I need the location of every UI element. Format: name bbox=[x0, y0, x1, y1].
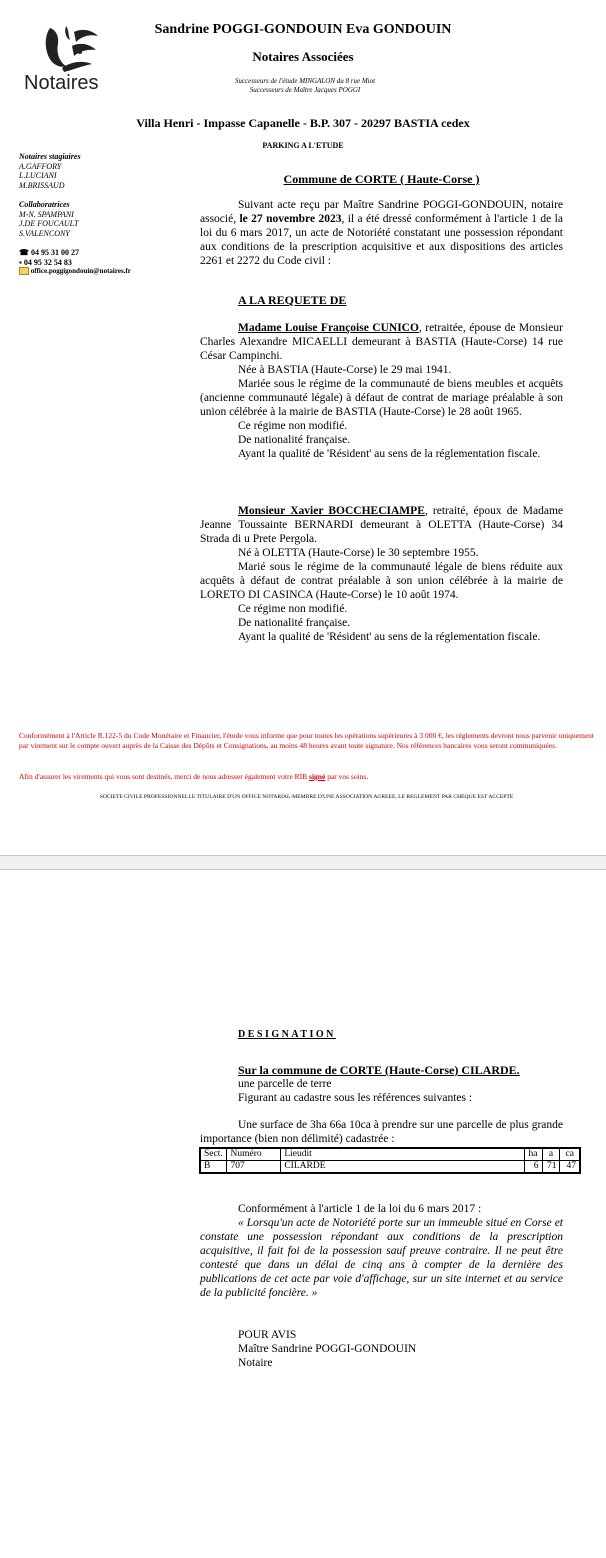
stagiaires-title: Notaires stagiaires bbox=[19, 152, 81, 161]
col-header: Sect. bbox=[200, 1148, 227, 1161]
table-cell: CILARDE bbox=[281, 1161, 524, 1174]
law-quote: « Lorsqu'un acte de Notoriété porte sur un immeuble situé en Corse et constate une possession répondant aux conditions de la prescription acquisitive, il fait foi de la possession sauf preuve contraire. Il ne peut être contesté que dans un délai de cinq ans à compter de la dernière des publications de cet acte par voie d'affichage, sur un site internet et au service de la publicité foncière. » bbox=[200, 1217, 563, 1299]
mail-icon bbox=[19, 267, 29, 275]
regime-line: Ce régime non modifié. bbox=[238, 420, 348, 432]
requester-1 bbox=[200, 321, 563, 461]
table-cell: 6 bbox=[524, 1161, 542, 1174]
requester-identity bbox=[200, 504, 563, 546]
parking-note: PARKING A L'ETUDE bbox=[262, 141, 344, 150]
requester-name: Madame Louise Françoise CUNICO bbox=[238, 322, 419, 334]
phone-line bbox=[19, 248, 189, 258]
collaboratrices-title: Collaboratrices bbox=[19, 200, 70, 209]
regime-line: Ce régime non modifié. bbox=[238, 603, 348, 615]
table-row bbox=[200, 1161, 580, 1174]
staff-name: J.DE FOUCAULT bbox=[19, 219, 79, 228]
table-cell: 71 bbox=[542, 1161, 560, 1174]
email-line[interactable] bbox=[19, 267, 189, 277]
page-separator bbox=[0, 855, 606, 870]
marianne-icon bbox=[36, 22, 106, 74]
signature-block bbox=[238, 1328, 416, 1370]
resident-line: Ayant la qualité de 'Résident' au sens de la réglementation fiscale. bbox=[238, 448, 541, 460]
parcel-description bbox=[238, 1077, 563, 1105]
surface-line: Une surface de 3ha 66a 10ca à prendre sur une parcelle de plus grande importance (bien non délimité) cadastrée : bbox=[200, 1119, 563, 1145]
cadastre-intro: Figurant au cadastre sous les références suivantes : bbox=[238, 1092, 473, 1104]
nationality-line: De nationalité française. bbox=[238, 434, 351, 446]
scp-footer: SOCIETE CIVILE PROFESSIONNELLE TITULAIRE D'UN OFFICE NOTARIAL-MEMBRE D'UNE ASSOCIATION AGREEE, LE REGLEMENT PAR CHEQUE EST ACCEPTE bbox=[99, 794, 514, 800]
staff-name: L.LUCIANI bbox=[19, 171, 57, 180]
conformity-block bbox=[200, 1202, 563, 1300]
col-header: Numéro bbox=[227, 1148, 281, 1161]
office-address: Villa Henri - Impasse Capanelle - B.P. 307 - 20297 BASTIA cedex bbox=[136, 116, 470, 130]
parcel-type: une parcelle de terre bbox=[238, 1078, 332, 1090]
commune-heading: Commune de CORTE ( Haute-Corse ) bbox=[283, 172, 480, 186]
intro-text: , il a été dressé conformément à l'article 1 de la loi du 6 mars 2017, un acte de Notoriété constatant une possession répondant aux conditions de la prescription acquisitive et aux dispositions des articles 2261 et 2272 du Code civil : bbox=[200, 213, 563, 267]
marriage-line: Marié sous le régime de la communauté légale de biens réduite aux acquêts à défaut de contrat préalable à son union célébrée à la mairie de LORETO DI CASINCA (Haute-Corse) le 10 août 1974. bbox=[200, 561, 563, 601]
nationality-line: De nationalité française. bbox=[238, 617, 351, 629]
act-date: le 27 novembre 2023 bbox=[239, 213, 342, 225]
pour-avis: POUR AVIS bbox=[238, 1329, 297, 1341]
staff-name: A.GAFFORY bbox=[19, 161, 62, 171]
requester-desc: , retraitée, épouse de Monsieur Charles Alexandre MICAELLI demeurant à BASTIA (Haute-Corse) 14 rue César Campinchi. bbox=[200, 322, 563, 362]
email-address[interactable]: office.poggigondouin@notaires.fr bbox=[30, 267, 131, 275]
table-cell: 707 bbox=[227, 1161, 281, 1174]
staff-sidebar bbox=[19, 152, 189, 277]
phone-icon: ☎ bbox=[19, 248, 29, 257]
birth-line: Née à BASTIA (Haute-Corse) le 29 mai 1941. bbox=[238, 364, 452, 376]
intro-text: Suivant acte reçu par Maître Sandrine POGGI-GONDOUIN, notaire associé, bbox=[200, 199, 563, 225]
fax-line bbox=[19, 258, 189, 268]
table-cell: B bbox=[200, 1161, 227, 1174]
payment-notice: Conformément à l'Article R.122-5 du Code Monétaire et Financier, l'étude vous informe que pour toutes les opérations supérieures à 3 000 €, les règlements devront nous parvenir uniquement par virement sur le compte ouvert auprès de la Caisse des Dépôts et Consignations, au moins 48 heures avant toute signature. Nos références bancaires vous seront communiquées. bbox=[19, 731, 594, 750]
requester-desc: , retraité, époux de Madame Jeanne Toussainte BERNARDI demeurant à OLETTA (Haute-Corse) 34 Strada di u Prete Pergola. bbox=[200, 505, 564, 545]
rib-text: par vos soins. bbox=[325, 772, 369, 781]
col-header: Lieudit bbox=[281, 1148, 524, 1161]
col-header: ha bbox=[524, 1148, 542, 1161]
notaires-logo bbox=[18, 22, 128, 102]
conformity-line: Conformément à l'article 1 de la loi du 6 mars 2017 : bbox=[238, 1203, 482, 1215]
document-page-2 bbox=[0, 870, 606, 1558]
rib-text: Afin d'assurer les virements qui vous sont destinés, merci de nous adresser également votre RIB bbox=[19, 772, 310, 781]
staff-name: M.BRISSAUD bbox=[19, 180, 65, 190]
resident-line: Ayant la qualité de 'Résident' au sens de la réglementation fiscale. bbox=[238, 631, 541, 643]
successor-line: Successeurs de Maître Jacques POGGI bbox=[249, 86, 361, 94]
birth-line: Né à OLETTA (Haute-Corse) le 30 septembre 1955. bbox=[238, 547, 479, 559]
rib-notice bbox=[19, 772, 594, 782]
requester-2 bbox=[200, 504, 563, 644]
signer-name: Maître Sandrine POGGI-GONDOUIN bbox=[238, 1343, 417, 1355]
contact-block bbox=[19, 248, 189, 277]
requester-name: Monsieur Xavier BOCCHECIAMPE bbox=[238, 505, 425, 517]
successors-note bbox=[160, 77, 450, 95]
staff-name: M-N. SPAMPANI bbox=[19, 209, 74, 219]
requester-identity bbox=[200, 321, 563, 363]
col-header: ca bbox=[560, 1148, 580, 1161]
fax-icon: ▪ bbox=[19, 257, 22, 267]
phone-number: 04 95 31 00 27 bbox=[30, 248, 79, 257]
fax-number: 04 95 32 54 83 bbox=[23, 257, 72, 267]
successor-line: Successeurs de l'étude MINGALON du 8 rue Miot bbox=[234, 77, 376, 85]
table-cell: 47 bbox=[560, 1161, 580, 1174]
table-header-row bbox=[200, 1148, 580, 1161]
rib-signed: signé bbox=[309, 772, 326, 781]
notary-names: Sandrine POGGI-GONDOUIN Eva GONDOUIN bbox=[154, 22, 452, 37]
cadastre-table bbox=[199, 1147, 581, 1174]
parcel-commune: Sur la commune de CORTE (Haute-Corse) CILARDE. bbox=[238, 1063, 520, 1077]
col-header: a bbox=[542, 1148, 560, 1161]
collaboratrices-block bbox=[19, 200, 189, 238]
stagiaires-block bbox=[19, 152, 189, 190]
logo-wordmark: Notaires bbox=[24, 72, 99, 94]
requete-heading: A LA REQUETE DE bbox=[238, 293, 347, 307]
notary-title: Notaires Associées bbox=[252, 49, 354, 64]
staff-name: S.VALENCONY bbox=[19, 228, 70, 238]
intro-paragraph bbox=[200, 198, 563, 268]
designation-heading: DESIGNATION bbox=[238, 1029, 336, 1040]
signer-role: Notaire bbox=[238, 1357, 273, 1369]
marriage-line: Mariée sous le régime de la communauté de biens meubles et acquêts (ancienne communauté légale) à défaut de contrat de mariage préalable à son union célébrée à la mairie de BASTIA (Haute-Corse) le 28 août 1965. bbox=[200, 378, 563, 418]
